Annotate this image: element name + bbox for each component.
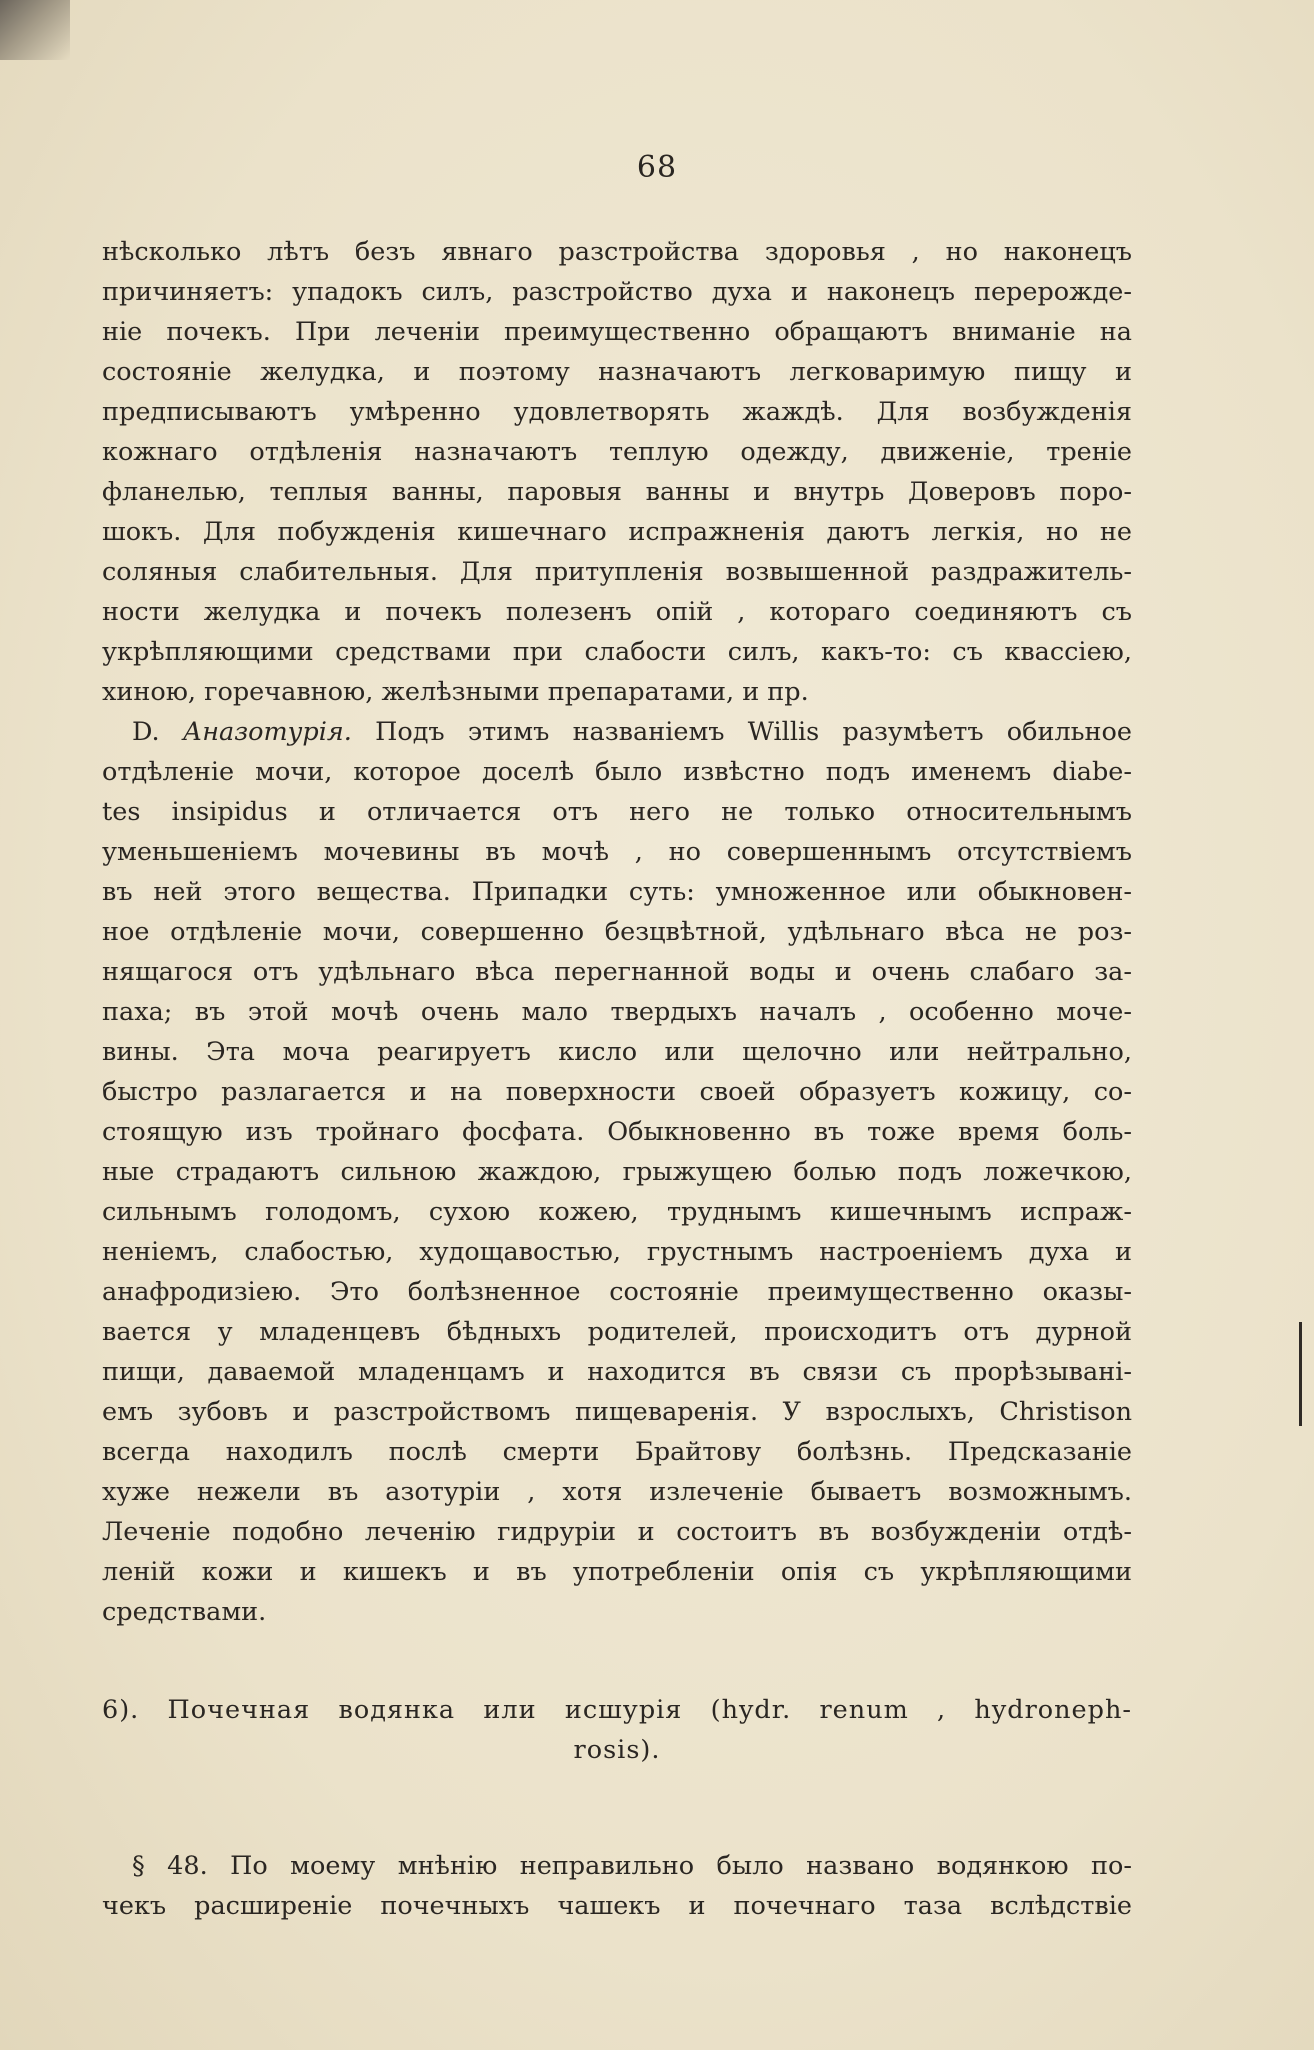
- page-number: 68: [636, 150, 678, 185]
- text-line: хуже нежели въ азотуріи , хотя излеченіе бываетъ возможнымъ.: [102, 1477, 1132, 1507]
- section-heading: [102, 1690, 1132, 1770]
- text-line: уменьшеніемъ мочевины въ мочѣ , но совершеннымъ отсутствіемъ: [102, 837, 1132, 867]
- text-line: состояніе желудка, и поэтому назначаютъ легковаримую пищу и: [102, 357, 1132, 387]
- text-line: Леченіе подобно леченію гидруріи и состоитъ въ возбужденіи отдѣ-: [102, 1517, 1132, 1547]
- text-line: хиною, горечавною, желѣзными препаратами, и пр.: [102, 677, 809, 707]
- text-line: причиняетъ: упадокъ силъ, разстройство духа и наконецъ перерожде-: [102, 277, 1132, 307]
- paragraph-2-first-line: [102, 712, 1132, 752]
- text-line: нѣсколько лѣтъ безъ явнаго разстройства здоровья , но наконецъ: [102, 237, 1132, 267]
- text-line: емъ зубовъ и разстройствомъ пищеваренія. У взрослыхъ, Christison: [102, 1397, 1132, 1427]
- text-line: леній кожи и кишекъ и въ употребленіи опія съ укрѣпляющими: [102, 1557, 1132, 1587]
- section-term: Аназотурія.: [182, 717, 352, 747]
- paragraph-2: [102, 712, 1132, 1632]
- paragraph-1: [102, 232, 1132, 712]
- text-line: соляныя слабительныя. Для притупленія возвышенной раздражитель-: [102, 557, 1132, 587]
- heading-line: rosis).: [573, 1735, 661, 1765]
- page-corner-shadow: [0, 0, 70, 60]
- text-line: анафродизіею. Это болѣзненное состояніе преимущественно оказы-: [102, 1277, 1132, 1307]
- text-line: въ ней этого вещества. Припадки суть: умноженное или обыкновен-: [102, 877, 1132, 907]
- text-line: паха; въ этой мочѣ очень мало твердыхъ началъ , особенно моче-: [102, 997, 1132, 1027]
- text-line: вается у младенцевъ бѣдныхъ родителей, происходитъ отъ дурной: [102, 1317, 1132, 1347]
- text-line: отдѣленіе мочи, которое доселѣ было извѣстно подъ именемъ diabe-: [102, 757, 1132, 787]
- paragraph-3: [102, 1846, 1132, 1926]
- text-line: предписываютъ умѣренно удовлетворять жаждѣ. Для возбужденія: [102, 397, 1132, 427]
- text-line: сильнымъ голодомъ, сухою кожею, труднымъ кишечнымъ испраж-: [102, 1197, 1132, 1227]
- text-line: укрѣпляющими средствами при слабости силъ, какъ-то: съ квассіею,: [102, 637, 1132, 667]
- section-letter: D.: [132, 717, 160, 747]
- text-line: средствами.: [102, 1597, 267, 1627]
- text-line: ніе почекъ. При лечeніи преимущественно обращаютъ вниманіе на: [102, 317, 1132, 347]
- text-line: неніемъ, слабостью, худощавостью, грустнымъ настроеніемъ духа и: [102, 1237, 1132, 1267]
- text-line: стоящую изъ тройнаго фосфата. Обыкновенно въ тоже время боль-: [102, 1117, 1132, 1147]
- heading-line: 6). Почечная водянка или исшурія (hydr. renum , hydroneph-: [102, 1695, 1132, 1725]
- text-line: ности желудка и почекъ полезенъ опій , котораго соединяютъ съ: [102, 597, 1132, 627]
- text-line: нящагося отъ удѣльнаго вѣса перегнанной воды и очень слабаго за-: [102, 957, 1132, 987]
- text-line: вины. Эта моча реагируетъ кисло или щелочно или нейтрально,: [102, 1037, 1132, 1067]
- text-line: ное отдѣленіе мочи, совершенно безцвѣтной, удѣльнаго вѣса не роз-: [102, 917, 1132, 947]
- text-line: § 48. По моему мнѣнію неправильно было названо водянкою по-: [132, 1851, 1132, 1881]
- text-line: всегда находилъ послѣ смерти Брайтову болѣзнь. Предсказаніе: [102, 1437, 1132, 1467]
- text-line: ные страдаютъ сильною жаждою, грыжущею болью подъ ложечкою,: [102, 1157, 1132, 1187]
- text-line: быстро разлагается и на поверхности своей образуетъ кожицу, со-: [102, 1077, 1132, 1107]
- margin-mark: [1299, 1322, 1302, 1426]
- text-line: чекъ расширеніе почечныхъ чашекъ и почечнаго таза вслѣдствіе: [102, 1891, 1132, 1921]
- text-span: Подъ этимъ названіемъ Willis разумѣетъ обильное: [375, 717, 1132, 747]
- text-line: кожнаго отдѣленія назначаютъ теплую одежду, движеніе, треніе: [102, 437, 1132, 467]
- text-line: шокъ. Для побужденія кишечнаго испражненія даютъ легкія, но не: [102, 517, 1132, 547]
- text-line: пищи, даваемой младенцамъ и находится въ связи съ прорѣзывані-: [102, 1357, 1132, 1387]
- text-line: фланелью, теплыя ванны, паровыя ванны и внутрь Доверовъ поро-: [102, 477, 1132, 507]
- text-line: tes insipidus и отличается отъ него не только относительнымъ: [102, 797, 1132, 827]
